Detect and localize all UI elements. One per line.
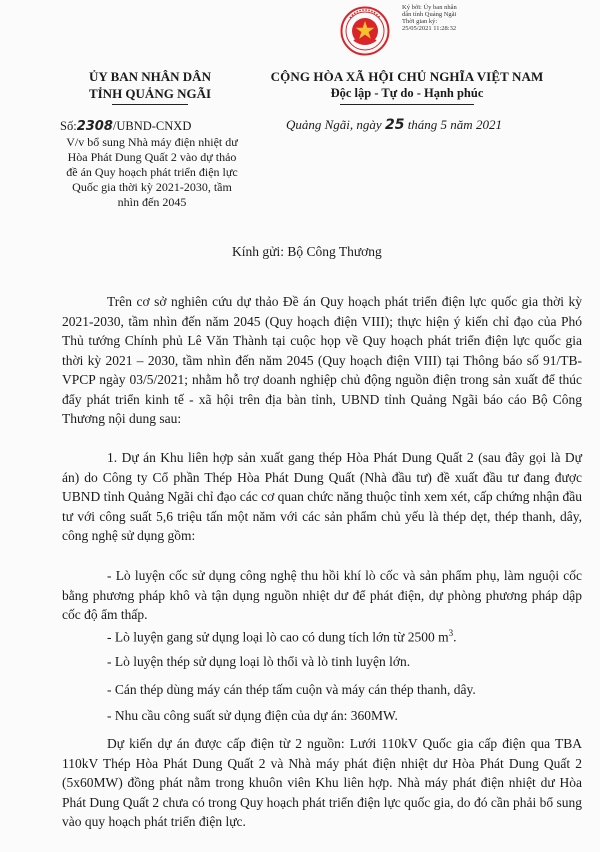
signature-line-1: Ký bởi: Ủy ban nhân	[402, 4, 457, 11]
bullet-blast-furnace-sup: 3	[448, 628, 454, 638]
power-supply-paragraph: Dự kiến dự án được cấp điện từ 2 nguồn: Lưới 110kV Quốc gia cấp điện qua TBA 110kV Thép Hòa Phát Dung Quất 2 và Nhà máy phát điện nhiệt dư Hòa Phát Dung Quất 2 (5x60MW) đồng phát nằm trong khuôn viên Khu liên hợp. Nhà máy phát điện nhiệt dư Hòa Phát Dung Quất 2 chưa có trong Quy hoạch phát triển điện lực quốc gia, do đó cần phải bổ sung vào quy hoạch phát triển điện lực.	[62, 736, 582, 829]
document-subject: V/v bổ sung Nhà máy điện nhiệt dư Hòa Phát Dung Quất 2 vào dự thảo đề án Quy hoạch phát triển điện lực Quốc gia thời kỳ 2021-2030, tầm nhìn đến 2045	[66, 135, 238, 209]
doc-number-prefix: Số:	[60, 119, 77, 133]
item-1-paragraph: 1. Dự án Khu liên hợp sản xuất gang thép Hòa Phát Dung Quất 2 (sau đây gọi là Dự án) do Công ty Cổ phần Thép Hòa Phát Dung Quất (Nhà đầu tư) đề xuất đầu tư đang được UBND tỉnh Quảng Ngãi chỉ đạo các cơ quan chức năng thuộc tỉnh xem xét, cấp chứng nhận đầu tư với công suất 5,6 triệu tấn một năm với các sản phẩm chủ yếu là thép dẹt, thép thanh, dây, công nghệ sử dụng gồm:	[62, 450, 582, 543]
bullet-blast-furnace	[62, 624, 582, 647]
authority-line-2: TỈNH QUẢNG NGÃI	[88, 86, 212, 101]
motto-underline	[340, 104, 474, 105]
bullet-power-demand: - Nhu cầu công suất sử dụng điện của dự án: 360MW.	[107, 708, 398, 723]
doc-number-handwritten: 2308	[76, 119, 113, 134]
bullet-steel-furnace: - Lò luyện thép sử dụng loại lò thổi và lò tinh luyện lớn.	[107, 654, 411, 669]
signature-line-3: Thời gian ký:	[402, 18, 438, 25]
signature-line-2: dân tỉnh Quảng Ngãi	[402, 11, 457, 18]
document-date	[286, 117, 502, 133]
date-prefix: Quảng Ngãi, ngày	[286, 117, 385, 132]
document-number	[60, 119, 191, 134]
official-seal-icon	[340, 6, 390, 56]
national-title	[232, 68, 582, 102]
date-day-handwritten: 25	[384, 117, 405, 133]
national-motto: Độc lập - Tự do - Hạnh phúc	[330, 86, 484, 100]
date-suffix: tháng 5 năm 2021	[404, 117, 502, 132]
issuing-authority	[60, 68, 240, 102]
national-title-line-1: CỘNG HÒA XÃ HỘI CHỦ NGHĨA VIỆT NAM	[270, 69, 544, 84]
digital-signature-info	[402, 4, 592, 32]
bullet-blast-furnace-text: - Lò luyện gang sử dụng loại lò cao có dung tích lớn từ 2500 m	[107, 629, 449, 645]
authority-line-1: ỦY BAN NHÂN DÂN	[89, 69, 211, 84]
doc-number-suffix: /UBND-CNXD	[112, 119, 192, 133]
recipient: Kính gửi: Bộ Công Thương	[232, 244, 382, 259]
bullet-blast-furnace-end: .	[453, 629, 457, 645]
authority-underline	[112, 104, 188, 105]
bullet-coke-oven: - Lò luyện cốc sử dụng công nghệ thu hồi khí lò cốc và sản phẩm phụ, làm nguội cốc bằng phương pháp khô và tận dụng nguồn nhiệt dư để phát điện, dự phòng phương pháp dập cốc độ ẩm thấp.	[62, 568, 582, 622]
intro-paragraph: Trên cơ sở nghiên cứu dự thảo Đề án Quy hoạch phát triển điện lực quốc gia thời kỳ 2021-2030, tầm nhìn đến năm 2045 (Quy hoạch điện VIII); thực hiện ý kiến chỉ đạo của Phó Thủ tướng Chính phủ Lê Văn Thành tại cuộc họp về Quy hoạch phát triển điện lực quốc gia thời kỳ 2021 – 2030, tầm nhìn đến năm 2045 (Quy hoạch điện VIII) tại Thông báo số 91/TB-VPCP ngày 03/5/2021; nhằm hỗ trợ doanh nghiệp chủ động nguồn điện trong sản xuất để thúc đẩy phát triển kinh tế - xã hội trên địa bàn tỉnh, UBND tỉnh Quảng Ngãi báo cáo Bộ Công Thương nội dung sau:	[62, 294, 582, 426]
bullet-rolling-mill: - Cán thép dùng máy cán thép tấm cuộn và máy cán thép thanh, dây.	[107, 682, 476, 697]
signature-line-4: 25/05/2021 11:28:32	[402, 25, 457, 32]
